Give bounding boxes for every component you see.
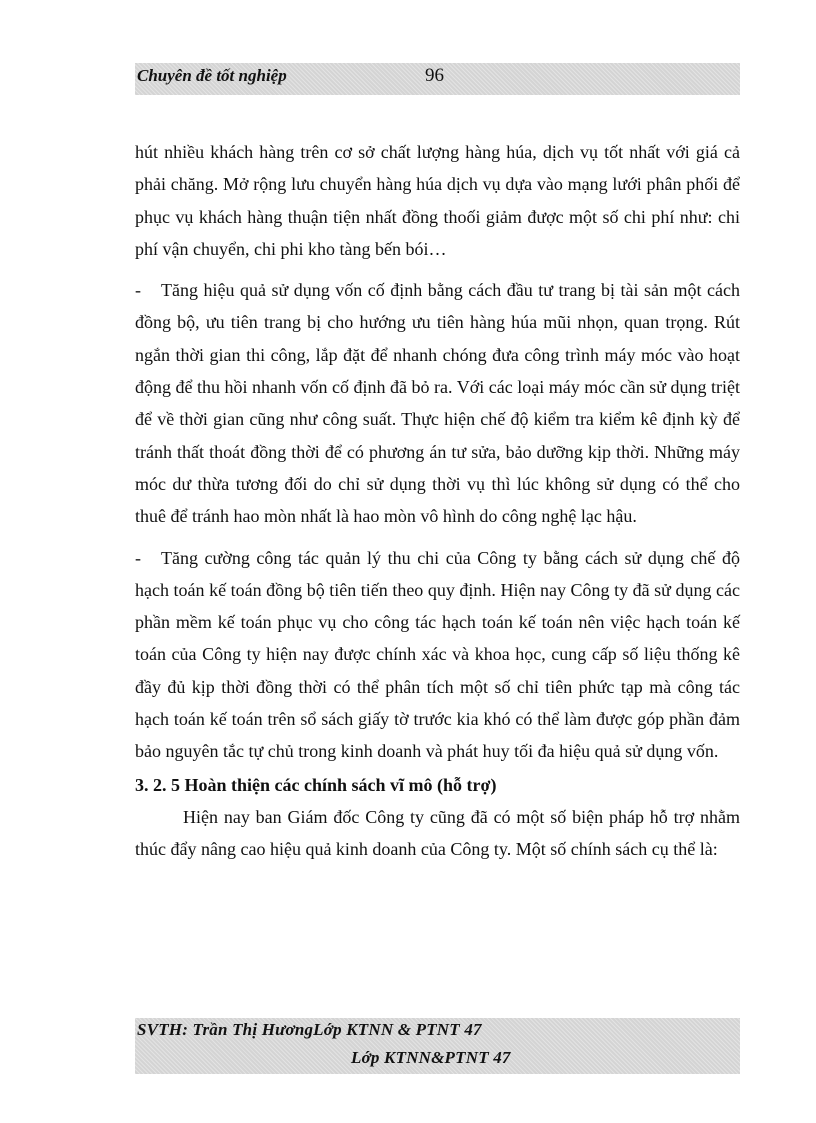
footer-class-line: Lớp KTNN&PTNT 47 (351, 1048, 511, 1067)
bullet-text: Tăng cường công tác quản lý thu chi của Công ty bằng cách sử dụng chế độ hạch toán kế toán đồng bộ tiên tiến theo quy định. Hiện nay Công ty đã sử dụng các phần mềm kế toán phục vụ cho công tác hạch toán kế toán nên việc hạch toán kế toán của Công ty hiện nay được chính xác và khoa học, cung cấp số liệu thống kê đầy đủ kịp thời đồng thời có thể phân tích một số chỉ tiên phức tạp mà công tác hạch toán kế toán trên sổ sách giấy tờ trước kia khó có thể làm được góp phần đảm bảo nguyên tắc tự chủ trong kinh doanh và phát huy tối đa hiệu quả sử dụng vốn. (135, 547, 740, 762)
footer-student-line: SVTH: Trần Thị HươngLớp KTNN & PTNT 47 (137, 1020, 482, 1039)
document-body (135, 136, 740, 866)
bullet-item-fixed-capital (135, 274, 740, 532)
bullet-marker: - (135, 280, 141, 301)
page-number: 96 (425, 65, 444, 86)
bullet-marker: - (135, 547, 141, 568)
paragraph-support-policies: Hiện nay ban Giám đốc Công ty cũng đã có một số biện pháp hỗ trợ nhằm thúc đẩy nâng cao hiệu quả kinh doanh của Công ty. Một số chính sách cụ thể là: (135, 806, 740, 860)
page-header (135, 63, 740, 95)
header-title: Chuyên đề tốt nghiệp (137, 66, 287, 85)
section-heading: 3. 2. 5 Hoàn thiện các chính sách vĩ mô (hỗ trợ) (135, 774, 497, 795)
bullet-text: Tăng hiệu quả sử dụng vốn cố định bằng cách đầu tư trang bị tài sản một cách đồng bộ, ưu tiên trang bị cho hướng ưu tiên hàng húa mũi nhọn, quan trọng. Rút ngắn thời gian thi công, lắp đặt để nhanh chóng đưa công trình máy móc vào hoạt động để thu hồi nhanh vốn cố định đã bỏ ra. Với các loại máy móc cần sử dụng triệt để về thời gian cũng như công suất. Thực hiện chế độ kiểm tra kiểm kê định kỳ để tránh thất thoát đồng thời để có phương án tư sửa, bảo dưỡng kịp thời. Những máy móc dư thừa tương đối do chỉ sử dụng thời vụ thì lúc không sử dụng có thể cho thuê để tránh hao mòn nhất là hao mòn vô hình do công nghệ lạc hậu. (135, 280, 740, 527)
bullet-item-accounting (135, 542, 740, 768)
page-footer (135, 1018, 740, 1074)
paragraph-continuation: hút nhiều khách hàng trên cơ sở chất lượng hàng húa, dịch vụ tốt nhất với giá cả phải chăng. Mở rộng lưu chuyển hàng húa dịch vụ dựa vào mạng lưới phân phối để phục vụ khách hàng thuận tiện nhất đồng thoối giảm được một số chi phí như: chi phí vận chuyển, chi phi kho tàng bến bói… (135, 142, 740, 259)
